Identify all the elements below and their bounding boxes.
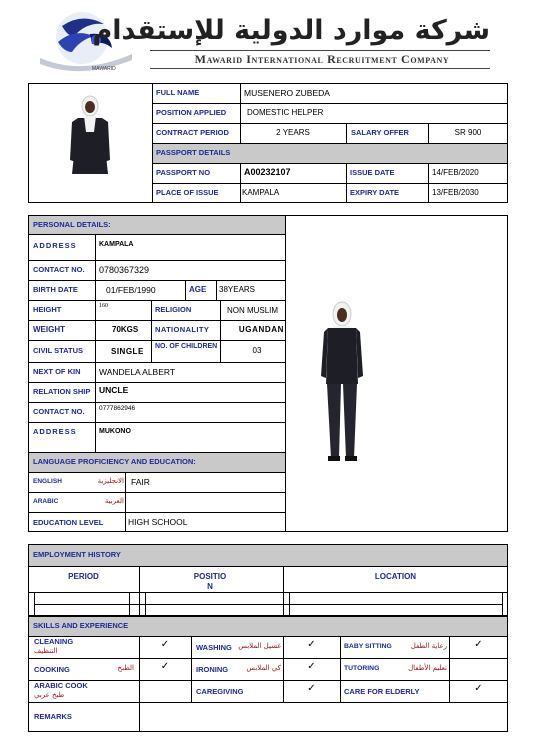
arabic-cook-label: ARABIC COOK bbox=[34, 681, 88, 690]
cleaning-label: CLEANING bbox=[34, 637, 74, 646]
issue-date-label: ISSUE DATE bbox=[350, 168, 395, 177]
svg-text:MAWARID: MAWARID bbox=[92, 66, 116, 72]
cleaning-arabic-label: التنظيف bbox=[34, 647, 58, 655]
kin-contact-value: 0777862946 bbox=[99, 405, 136, 412]
civil-status-label: CIVIL STATUS bbox=[33, 346, 84, 355]
nationality-value: UGANDAN bbox=[238, 325, 284, 334]
education-value: HIGH SCHOOL bbox=[128, 517, 188, 527]
personal-details-header: PERSONAL DETAILS: bbox=[33, 220, 111, 229]
passport-details-header: PASSPORT DETAILS bbox=[156, 148, 231, 157]
english-level: FAIR bbox=[131, 477, 150, 487]
children-label: NO. OF CHILDREN bbox=[155, 343, 218, 350]
birth-date-label: BIRTH DATE bbox=[33, 285, 78, 294]
full-name-value: MUSENERO ZUBEDA bbox=[244, 88, 330, 98]
cooking-arabic-label: الطبخ bbox=[117, 664, 134, 672]
birth-date-value: 01/FEB/1990 bbox=[106, 285, 156, 295]
salary-value: SR 900 bbox=[454, 128, 482, 137]
height-value: 160 bbox=[99, 303, 108, 309]
washing-arabic-label: غسيل الملابس bbox=[238, 642, 281, 650]
arabic-cook-arabic-label: طبخ عربي bbox=[34, 691, 65, 699]
cooking-check-icon: ✓ bbox=[160, 661, 170, 672]
company-name-arabic: شركة موارد الدولية للإستقدام bbox=[92, 15, 490, 46]
children-value: 03 bbox=[252, 346, 262, 355]
employment-history-header: EMPLOYMENT HISTORY bbox=[33, 550, 121, 559]
tutoring-label: TUTORING bbox=[344, 665, 380, 672]
period-column-header: PERIOD bbox=[68, 572, 99, 581]
candidate-photo-full-body bbox=[312, 298, 372, 466]
washing-label: WASHING bbox=[196, 643, 232, 652]
ironing-label: IRONING bbox=[196, 665, 229, 674]
relationship-label: RELATION SHIP bbox=[33, 387, 91, 396]
place-of-issue-value: KAMPALA bbox=[242, 188, 280, 197]
place-of-issue-label: PLACE OF ISSUE bbox=[156, 188, 219, 197]
skills-header: SKILLS AND EXPERIENCE bbox=[33, 621, 129, 630]
kin-address-label: ADDRESS bbox=[33, 427, 77, 436]
candidate-photo-portrait bbox=[60, 92, 120, 174]
passport-no-label: PASSPORT NO bbox=[156, 168, 211, 177]
babysitting-check-icon: ✓ bbox=[474, 639, 483, 650]
care-for-elderly-check-icon: ✓ bbox=[474, 683, 483, 694]
english-label: ENGLISH bbox=[33, 478, 62, 485]
address-value: KAMPALA bbox=[99, 241, 134, 248]
position-label: POSITION APPLIED bbox=[156, 108, 227, 117]
babysitting-arabic-label: رعاية الطفل bbox=[410, 642, 447, 650]
position-column-header: POSITIO N bbox=[193, 572, 227, 591]
kin-contact-label: CONTACT NO. bbox=[33, 407, 85, 416]
remarks-label: REMARKS bbox=[34, 712, 72, 721]
next-of-kin-label: NEXT OF KIN bbox=[33, 367, 81, 376]
contract-value: 2 YEARS bbox=[276, 128, 310, 137]
age-label: AGE bbox=[189, 285, 207, 294]
nationality-label: NATIONALITY bbox=[155, 325, 210, 334]
babysitting-label: BABY SITTING bbox=[344, 643, 392, 650]
tutoring-arabic-label: تعليم الأطفال bbox=[408, 664, 447, 672]
ironing-arabic-label: كي الملابس bbox=[246, 664, 281, 672]
age-value: 38YEARS bbox=[219, 285, 256, 294]
contact-no-value: 0780367329 bbox=[99, 265, 150, 275]
salary-label: SALARY OFFER bbox=[351, 128, 409, 137]
english-arabic-label: الانجليزية bbox=[97, 477, 124, 485]
language-header: LANGUAGE PROFICIENCY AND EDUCATION: bbox=[33, 457, 196, 466]
civil-status-value: SINGLE bbox=[111, 347, 144, 356]
contact-no-label: CONTACT NO. bbox=[33, 265, 85, 274]
arabic-arabic-label: العربية bbox=[104, 497, 124, 505]
caregiving-check-icon: ✓ bbox=[307, 683, 316, 694]
religion-value: NON MUSLIM bbox=[226, 306, 279, 315]
cooking-label: COOKING bbox=[34, 665, 70, 674]
company-name-english: Mawarid International Recruitment Company bbox=[194, 52, 450, 66]
issue-date-value: 14/FEB/2020 bbox=[432, 168, 479, 177]
cleaning-check-icon: ✓ bbox=[160, 639, 170, 650]
expiry-date-label: EXPIRY DATE bbox=[350, 188, 400, 197]
position-value: DOMESTIC HELPER bbox=[247, 108, 324, 117]
washing-check-icon: ✓ bbox=[307, 639, 316, 650]
care-for-elderly-label: CARE FOR ELDERLY bbox=[344, 687, 420, 696]
expiry-date-value: 13/FEB/2030 bbox=[432, 188, 479, 197]
next-of-kin-value: WANDELA ALBERT bbox=[99, 367, 176, 377]
height-label: HEIGHT bbox=[33, 305, 62, 314]
contract-label: CONTRACT PERIOD bbox=[156, 128, 229, 137]
kin-address-value: MUKONO bbox=[99, 428, 131, 435]
full-name-label: FULL NAME bbox=[156, 88, 200, 97]
ironing-check-icon: ✓ bbox=[307, 661, 316, 672]
weight-value: 70KGS bbox=[112, 325, 139, 334]
arabic-label: ARABIC bbox=[33, 498, 59, 505]
address-label: ADDRESS bbox=[33, 241, 77, 250]
location-column-header: LOCATION bbox=[374, 572, 417, 581]
religion-label: RELIGION bbox=[155, 305, 192, 314]
caregiving-label: CAREGIVING bbox=[196, 687, 244, 696]
passport-no-value: A00232107 bbox=[244, 167, 291, 177]
education-label: EDUCATION LEVEL bbox=[33, 518, 104, 527]
relationship-value: UNCLE bbox=[99, 385, 129, 395]
weight-label: WEIGHT bbox=[33, 325, 65, 334]
